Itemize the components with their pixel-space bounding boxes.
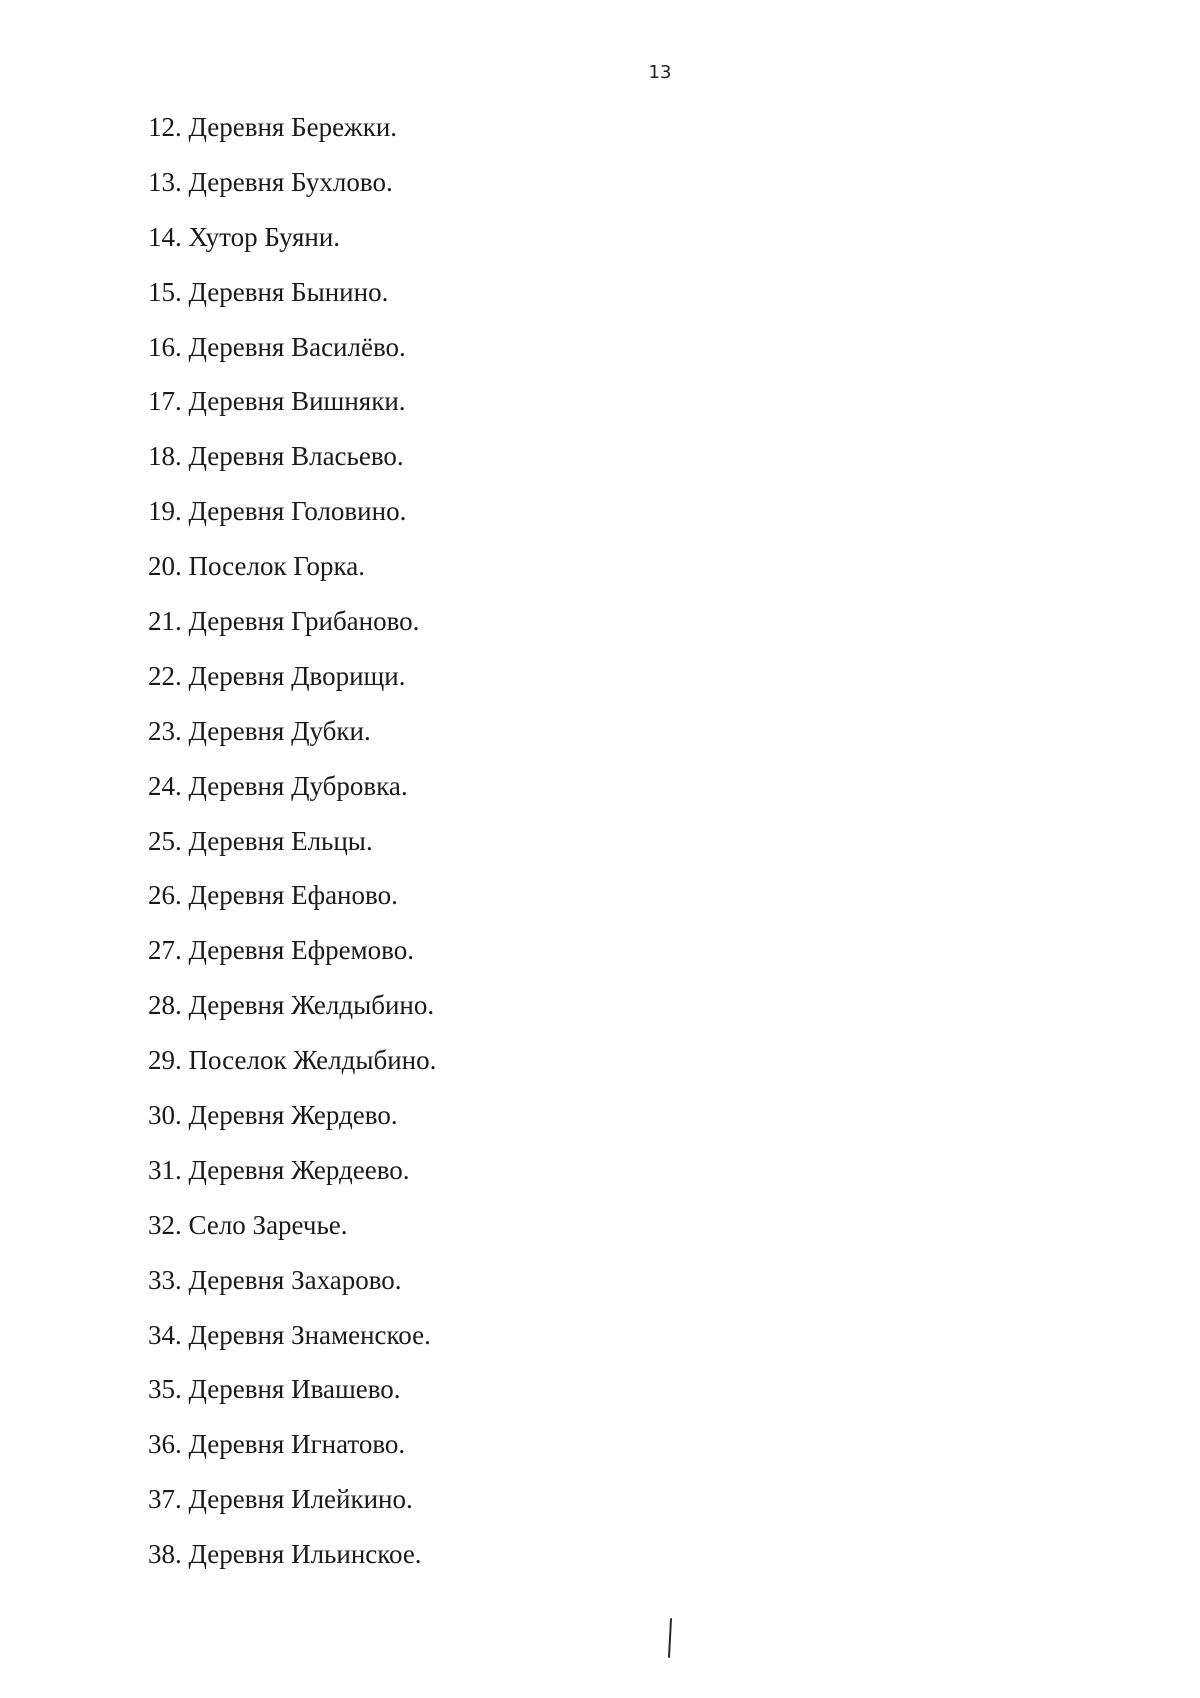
list-item: 14. Хутор Буяни.: [148, 221, 341, 252]
settlement-list: [148, 112, 436, 1594]
list-item: 13. Деревня Бухлово.: [148, 166, 393, 197]
list-item: 12. Деревня Бережки.: [148, 112, 398, 142]
list-item: 16. Деревня Василёво.: [148, 331, 406, 362]
list-item: 30. Деревня Жердево.: [148, 1100, 398, 1131]
list-item: 24. Деревня Дубровка.: [148, 770, 408, 801]
list-item: 22. Деревня Дворищи.: [148, 660, 406, 691]
list-item: 18. Деревня Власьево.: [148, 441, 404, 472]
list-item: 20. Поселок Горка.: [148, 551, 365, 582]
page-number: 13: [648, 62, 672, 83]
list-item: 33. Деревня Захарово.: [148, 1264, 402, 1295]
list-item: 32. Село Заречье.: [148, 1209, 348, 1240]
list-item: 26. Деревня Ефаново.: [148, 880, 398, 911]
list-item: 34. Деревня Знаменское.: [148, 1319, 431, 1350]
list-item: 31. Деревня Жердеево.: [148, 1154, 410, 1185]
list-item: 35. Деревня Ивашево.: [148, 1374, 401, 1405]
list-item: 38. Деревня Ильинское.: [148, 1539, 422, 1570]
list-item: 27. Деревня Ефремово.: [148, 935, 414, 966]
pen-mark: [668, 1618, 672, 1658]
list-item: 29. Поселок Желдыбино.: [148, 1045, 437, 1076]
list-item: 21. Деревня Грибаново.: [148, 606, 420, 637]
list-item: 17. Деревня Вишняки.: [148, 386, 406, 417]
list-item: 25. Деревня Ельцы.: [148, 825, 373, 856]
list-item: 28. Деревня Желдыбино.: [148, 990, 435, 1021]
list-item: 36. Деревня Игнатово.: [148, 1429, 406, 1460]
list-item: 19. Деревня Головино.: [148, 496, 407, 527]
list-item: 37. Деревня Илейкино.: [148, 1484, 413, 1515]
list-item: 23. Деревня Дубки.: [148, 715, 371, 746]
list-item: 15. Деревня Бынино.: [148, 276, 389, 307]
